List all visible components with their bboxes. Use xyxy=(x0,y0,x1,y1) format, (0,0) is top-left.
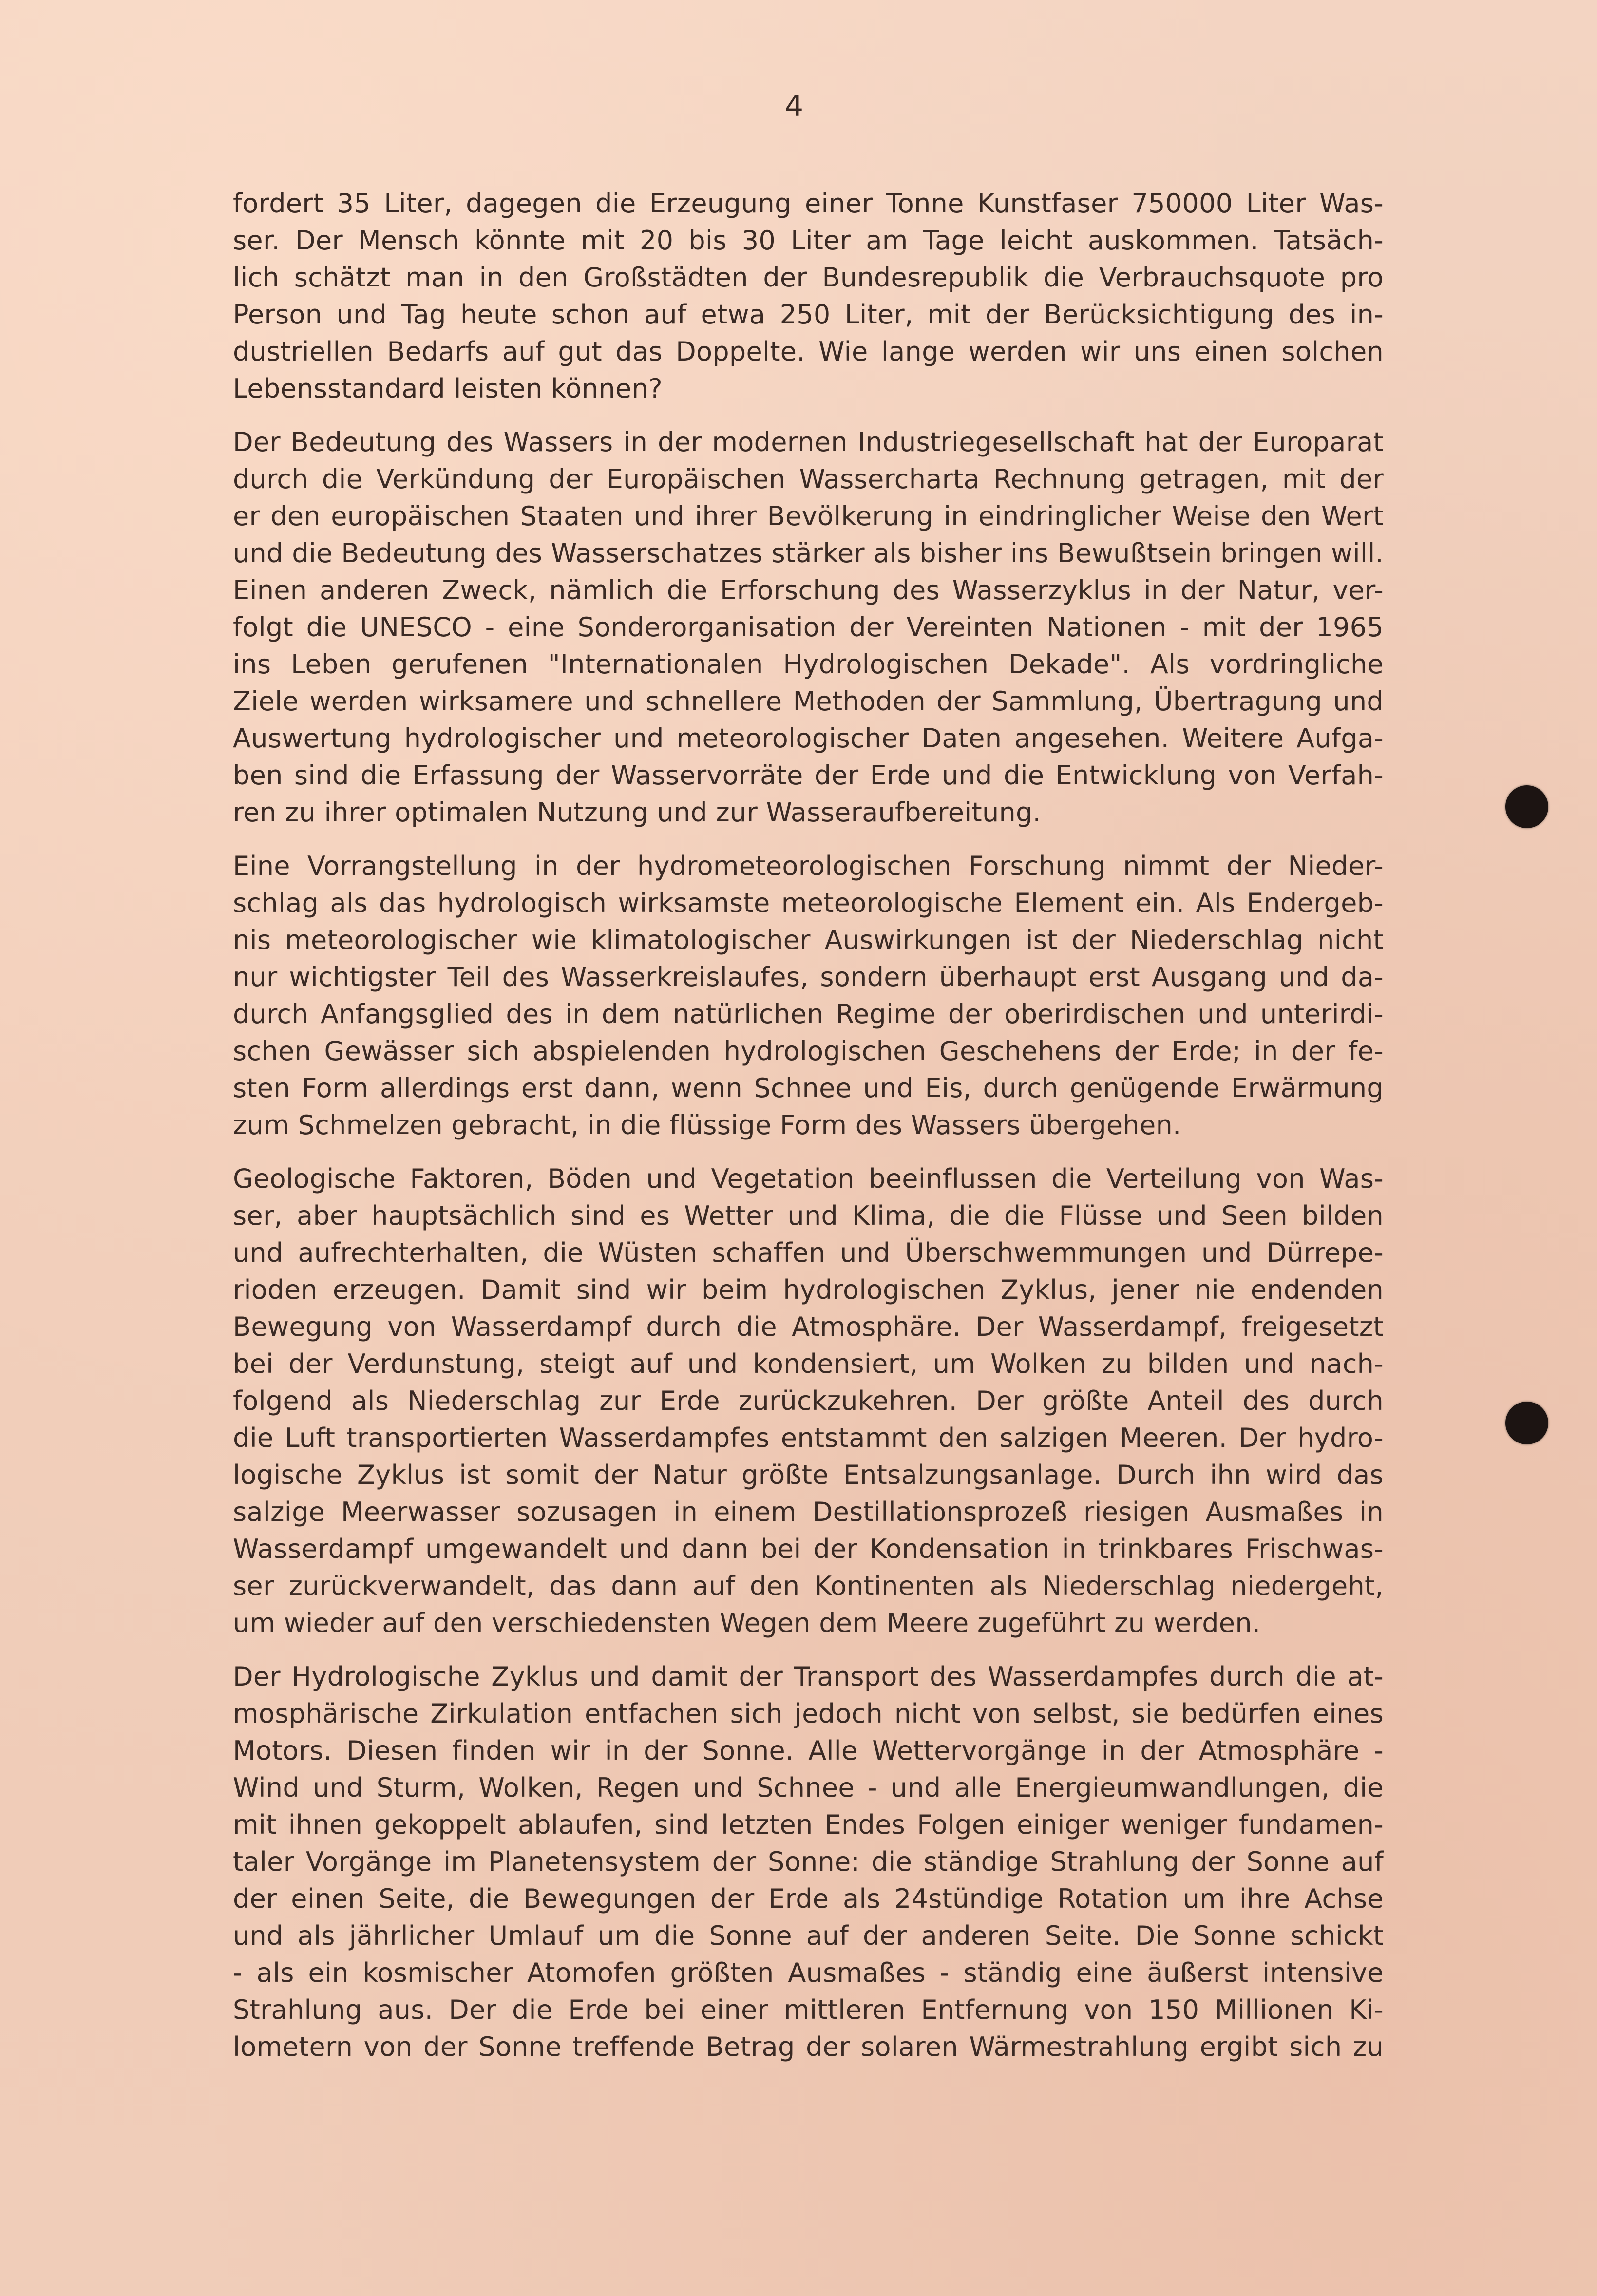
text-line: ser. Der Mensch könnte mit 20 bis 30 Liter am Tage leicht auskommen. Tatsäch- xyxy=(233,225,1384,256)
text-line: Person und Tag heute schon auf etwa 250 Liter, mit der Berücksichtigung des in- xyxy=(233,299,1384,330)
punch-hole xyxy=(1505,785,1548,828)
text-line: durch die Verkündung der Europäischen Wassercharta Rechnung getragen, mit der xyxy=(233,464,1384,494)
text-line: lometern von der Sonne treffende Betrag der solaren Wärmestrahlung ergibt sich zu xyxy=(233,2031,1384,2062)
text-line: Lebensstandard leisten können? xyxy=(233,373,663,404)
text-line: sten Form allerdings erst dann, wenn Schnee und Eis, durch genügende Erwärmung xyxy=(233,1073,1384,1103)
text-line: nur wichtigster Teil des Wasserkreislaufes, sondern überhaupt erst Ausgang und da- xyxy=(233,962,1384,992)
text-line: Eine Vorrangstellung in der hydrometeorologischen Forschung nimmt der Nieder- xyxy=(233,851,1384,881)
text-line: lich schätzt man in den Großstädten der Bundesrepublik die Verbrauchsquote pro xyxy=(233,262,1384,293)
text-line: fordert 35 Liter, dagegen die Erzeugung einer Tonne Kunstfaser 750000 Liter Was- xyxy=(233,188,1384,219)
text-line: und aufrechterhalten, die Wüsten schaffen und Überschwemmungen und Dürrepe- xyxy=(233,1237,1384,1268)
text-line: Der Hydrologische Zyklus und damit der Transport des Wasserdampfes durch die at- xyxy=(233,1661,1384,1692)
text-line: ins Leben gerufenen "Internationalen Hydrologischen Dekade". Als vordringliche xyxy=(233,649,1384,680)
text-line: Motors. Diesen finden wir in der Sonne. Alle Wettervorgänge in der Atmosphäre - xyxy=(233,1735,1384,1766)
paragraph-hydrological-cycle xyxy=(233,1160,1384,1642)
text-line: folgt die UNESCO - eine Sonderorganisation der Vereinten Nationen - mit der 1965 xyxy=(233,612,1384,643)
text-line: Bewegung von Wasserdampf durch die Atmosphäre. Der Wasserdampf, freigesetzt xyxy=(233,1311,1384,1342)
text-line: ben sind die Erfassung der Wasservorräte der Erde und die Entwicklung von Verfah- xyxy=(233,760,1384,791)
text-line: Wind und Sturm, Wolken, Regen und Schnee - und alle Energieumwandlungen, die xyxy=(233,1772,1384,1803)
text-line: folgend als Niederschlag zur Erde zurückzukehren. Der größte Anteil des durch xyxy=(233,1385,1384,1416)
text-line: logische Zyklus ist somit der Natur größte Entsalzungsanlage. Durch ihn wird das xyxy=(233,1460,1384,1490)
text-line: schlag als das hydrologisch wirksamste meteorologische Element ein. Als Endergeb- xyxy=(233,888,1384,918)
paragraph-water-consumption xyxy=(233,185,1384,407)
text-line: ren zu ihrer optimalen Nutzung und zur Wasseraufbereitung. xyxy=(233,797,1042,828)
text-line: dustriellen Bedarfs auf gut das Doppelte. Wie lange werden wir uns einen solchen xyxy=(233,336,1384,367)
punch-hole xyxy=(1505,1402,1548,1444)
text-line: Auswertung hydrologischer und meteorologischer Daten angesehen. Weitere Aufga- xyxy=(233,723,1384,754)
text-line: salzige Meerwasser sozusagen in einem Destillationsprozeß riesigen Ausmaßes in xyxy=(233,1497,1384,1527)
paragraph-precipitation xyxy=(233,848,1384,1144)
text-line: durch Anfangsglied des in dem natürlichen Regime der oberirdischen und unterirdi- xyxy=(233,999,1384,1029)
text-line: ser zurückverwandelt, das dann auf den Kontinenten als Niederschlag niedergeht, xyxy=(233,1571,1384,1601)
text-line: um wieder auf den verschiedensten Wegen dem Meere zugeführt zu werden. xyxy=(233,1608,1261,1638)
text-line: ser, aber hauptsächlich sind es Wetter und Klima, die die Flüsse und Seen bilden xyxy=(233,1200,1384,1231)
text-line: Wasserdampf umgewandelt und dann bei der Kondensation in trinkbares Frischwas- xyxy=(233,1534,1384,1564)
text-line: Der Bedeutung des Wassers in der modernen Industriegesellschaft hat der Europarat xyxy=(233,427,1384,457)
text-line: Ziele werden wirksamere und schnellere Methoden der Sammlung, Übertragung und xyxy=(233,686,1384,717)
text-line: mosphärische Zirkulation entfachen sich jedoch nicht von selbst, sie bedürfen eines xyxy=(233,1698,1384,1729)
text-line: nis meteorologischer wie klimatologischer Auswirkungen ist der Niederschlag nicht xyxy=(233,925,1384,955)
text-line: zum Schmelzen gebracht, in die flüssige Form des Wassers übergehen. xyxy=(233,1110,1181,1140)
text-line: mit ihnen gekoppelt ablaufen, sind letzten Endes Folgen einiger weniger fundamen- xyxy=(233,1809,1384,1840)
text-line: und die Bedeutung des Wasserschatzes stärker als bisher ins Bewußtsein bringen will. xyxy=(233,538,1384,569)
paragraph-sun-engine xyxy=(233,1658,1384,2066)
text-line: Strahlung aus. Der die Erde bei einer mittleren Entfernung von 150 Millionen Ki- xyxy=(233,1994,1384,2025)
text-line: und als jährlicher Umlauf um die Sonne auf der anderen Seite. Die Sonne schickt xyxy=(233,1920,1384,1951)
text-line: Geologische Faktoren, Böden und Vegetation beeinflussen die Verteilung von Was- xyxy=(233,1163,1384,1194)
text-line: - als ein kosmischer Atomofen größten Ausmaßes - ständig eine äußerst intensive xyxy=(233,1957,1384,1988)
text-line: die Luft transportierten Wasserdampfes entstammt den salzigen Meeren. Der hydro- xyxy=(233,1423,1384,1453)
body-text xyxy=(233,185,1384,2082)
text-line: rioden erzeugen. Damit sind wir beim hydrologischen Zyklus, jener nie endenden xyxy=(233,1274,1384,1305)
text-line: schen Gewässer sich abspielenden hydrologischen Geschehens der Erde; in der fe- xyxy=(233,1036,1384,1066)
text-line: er den europäischen Staaten und ihrer Bevölkerung in eindringlicher Weise den Wert xyxy=(233,501,1384,531)
page-number: 4 xyxy=(784,89,804,123)
text-line: Einen anderen Zweck, nämlich die Erforschung des Wasserzyklus in der Natur, ver- xyxy=(233,575,1384,606)
paragraph-water-charter xyxy=(233,424,1384,831)
text-line: taler Vorgänge im Planetensystem der Sonne: die ständige Strahlung der Sonne auf xyxy=(233,1846,1384,1877)
text-line: der einen Seite, die Bewegungen der Erde als 24stündige Rotation um ihre Achse xyxy=(233,1883,1384,1914)
text-line: bei der Verdunstung, steigt auf und kondensiert, um Wolken zu bilden und nach- xyxy=(233,1348,1384,1379)
